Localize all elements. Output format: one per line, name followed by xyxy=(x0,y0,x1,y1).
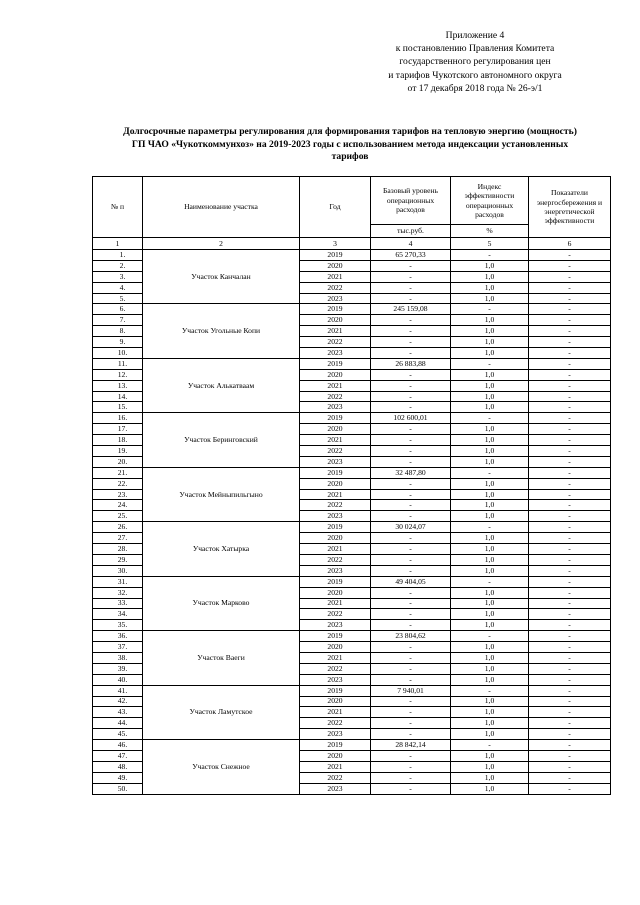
row-number: 31. xyxy=(93,576,143,587)
section-name: Участок Снежное xyxy=(143,740,300,794)
table-row xyxy=(93,304,611,315)
row-number: 32. xyxy=(93,587,143,598)
col-number: 6 xyxy=(529,238,611,250)
index-cell: - xyxy=(451,413,529,424)
row-number: 4. xyxy=(93,282,143,293)
parameters-table xyxy=(92,176,611,795)
row-number: 29. xyxy=(93,554,143,565)
table-row xyxy=(93,358,611,369)
row-number: 39. xyxy=(93,663,143,674)
year-cell: 2023 xyxy=(300,674,371,685)
header-index: Индекс эффективности операционных расходов xyxy=(451,177,529,225)
year-cell: 2020 xyxy=(300,424,371,435)
base-cost-cell: - xyxy=(371,761,451,772)
year-cell: 2021 xyxy=(300,544,371,555)
index-cell: 1,0 xyxy=(451,544,529,555)
base-cost-cell: - xyxy=(371,500,451,511)
row-number: 48. xyxy=(93,761,143,772)
year-cell: 2023 xyxy=(300,511,371,522)
energy-cell: - xyxy=(529,380,611,391)
energy-cell: - xyxy=(529,467,611,478)
base-cost-cell: - xyxy=(371,663,451,674)
index-cell: 1,0 xyxy=(451,718,529,729)
index-cell: 1,0 xyxy=(451,315,529,326)
year-cell: 2020 xyxy=(300,533,371,544)
base-cost-cell: 26 883,88 xyxy=(371,358,451,369)
energy-cell: - xyxy=(529,446,611,457)
section-name: Участок Угольные Копи xyxy=(143,304,300,358)
energy-cell: - xyxy=(529,522,611,533)
energy-cell: - xyxy=(529,750,611,761)
row-number: 35. xyxy=(93,620,143,631)
row-number: 22. xyxy=(93,478,143,489)
row-number: 14. xyxy=(93,391,143,402)
index-cell: 1,0 xyxy=(451,533,529,544)
base-cost-cell: - xyxy=(371,598,451,609)
energy-cell: - xyxy=(529,631,611,642)
year-cell: 2020 xyxy=(300,587,371,598)
index-cell: 1,0 xyxy=(451,348,529,359)
base-cost-cell: - xyxy=(371,435,451,446)
energy-cell: - xyxy=(529,533,611,544)
year-cell: 2023 xyxy=(300,565,371,576)
index-cell: 1,0 xyxy=(451,783,529,794)
index-cell: 1,0 xyxy=(451,260,529,271)
index-cell: 1,0 xyxy=(451,511,529,522)
table-body xyxy=(93,250,611,795)
energy-cell: - xyxy=(529,772,611,783)
base-cost-cell: - xyxy=(371,729,451,740)
row-number: 47. xyxy=(93,750,143,761)
table-row xyxy=(93,631,611,642)
row-number: 18. xyxy=(93,435,143,446)
year-cell: 2021 xyxy=(300,380,371,391)
index-cell: - xyxy=(451,358,529,369)
base-cost-cell: 245 159,08 xyxy=(371,304,451,315)
year-cell: 2022 xyxy=(300,391,371,402)
energy-cell: - xyxy=(529,358,611,369)
row-number: 43. xyxy=(93,707,143,718)
index-cell: 1,0 xyxy=(451,761,529,772)
energy-cell: - xyxy=(529,685,611,696)
row-number: 41. xyxy=(93,685,143,696)
energy-cell: - xyxy=(529,783,611,794)
base-cost-cell: - xyxy=(371,282,451,293)
row-number: 17. xyxy=(93,424,143,435)
energy-cell: - xyxy=(529,642,611,653)
index-cell: 1,0 xyxy=(451,293,529,304)
section-name: Участок Мейныпильгыно xyxy=(143,467,300,521)
base-cost-cell: - xyxy=(371,707,451,718)
index-cell: 1,0 xyxy=(451,337,529,348)
energy-cell: - xyxy=(529,729,611,740)
year-cell: 2022 xyxy=(300,609,371,620)
year-cell: 2022 xyxy=(300,500,371,511)
energy-cell: - xyxy=(529,609,611,620)
row-number: 3. xyxy=(93,271,143,282)
row-number: 26. xyxy=(93,522,143,533)
title-line: ГП ЧАО «Чукоткоммунхоз» на 2019-2023 годы с использованием метода индексации установленных xyxy=(131,138,569,150)
title-line: тарифов xyxy=(331,151,369,163)
energy-cell: - xyxy=(529,304,611,315)
base-cost-cell: - xyxy=(371,380,451,391)
section-name: Участок Марково xyxy=(143,576,300,630)
energy-cell: - xyxy=(529,315,611,326)
index-cell: 1,0 xyxy=(451,489,529,500)
header-base: Базовый уровень операционных расходов xyxy=(371,177,451,225)
row-number: 8. xyxy=(93,326,143,337)
energy-cell: - xyxy=(529,565,611,576)
row-number: 28. xyxy=(93,544,143,555)
row-number: 20. xyxy=(93,456,143,467)
energy-cell: - xyxy=(529,478,611,489)
index-cell: 1,0 xyxy=(451,587,529,598)
col-number: 1 xyxy=(93,238,143,250)
energy-cell: - xyxy=(529,391,611,402)
energy-cell: - xyxy=(529,326,611,337)
row-number: 49. xyxy=(93,772,143,783)
row-number: 11. xyxy=(93,358,143,369)
index-cell: 1,0 xyxy=(451,478,529,489)
year-cell: 2019 xyxy=(300,631,371,642)
year-cell: 2023 xyxy=(300,402,371,413)
energy-cell: - xyxy=(529,587,611,598)
base-cost-cell: - xyxy=(371,511,451,522)
year-cell: 2019 xyxy=(300,467,371,478)
header-num: № п xyxy=(93,177,143,238)
index-cell: 1,0 xyxy=(451,380,529,391)
section-name: Участок Канчалан xyxy=(143,250,300,304)
index-cell: - xyxy=(451,250,529,261)
row-number: 7. xyxy=(93,315,143,326)
row-number: 10. xyxy=(93,348,143,359)
energy-cell: - xyxy=(529,718,611,729)
year-cell: 2021 xyxy=(300,598,371,609)
row-number: 24. xyxy=(93,500,143,511)
year-cell: 2020 xyxy=(300,260,371,271)
energy-cell: - xyxy=(529,260,611,271)
section-name: Участок Беринговский xyxy=(143,413,300,467)
appendix-line: государственного регулирования цен xyxy=(399,56,551,68)
base-cost-cell: - xyxy=(371,348,451,359)
row-number: 40. xyxy=(93,674,143,685)
year-cell: 2019 xyxy=(300,522,371,533)
index-cell: 1,0 xyxy=(451,642,529,653)
base-cost-cell: - xyxy=(371,315,451,326)
energy-cell: - xyxy=(529,348,611,359)
energy-cell: - xyxy=(529,489,611,500)
base-cost-cell: - xyxy=(371,489,451,500)
year-cell: 2021 xyxy=(300,707,371,718)
base-cost-cell: 32 487,80 xyxy=(371,467,451,478)
energy-cell: - xyxy=(529,663,611,674)
energy-cell: - xyxy=(529,402,611,413)
header-year: Год xyxy=(300,177,371,238)
index-cell: 1,0 xyxy=(451,500,529,511)
index-cell: - xyxy=(451,576,529,587)
energy-cell: - xyxy=(529,337,611,348)
year-cell: 2019 xyxy=(300,685,371,696)
base-cost-cell: - xyxy=(371,642,451,653)
base-cost-cell: - xyxy=(371,271,451,282)
row-number: 5. xyxy=(93,293,143,304)
base-cost-cell: - xyxy=(371,652,451,663)
base-cost-cell: - xyxy=(371,326,451,337)
base-cost-cell: - xyxy=(371,424,451,435)
index-cell: 1,0 xyxy=(451,696,529,707)
index-cell: - xyxy=(451,685,529,696)
energy-cell: - xyxy=(529,369,611,380)
appendix-line: Приложение 4 xyxy=(445,30,505,41)
index-cell: 1,0 xyxy=(451,663,529,674)
energy-cell: - xyxy=(529,740,611,751)
year-cell: 2021 xyxy=(300,326,371,337)
index-cell: 1,0 xyxy=(451,402,529,413)
energy-cell: - xyxy=(529,511,611,522)
energy-cell: - xyxy=(529,544,611,555)
section-name: Участок Алькатваам xyxy=(143,358,300,412)
document-title xyxy=(90,126,610,164)
index-cell: 1,0 xyxy=(451,674,529,685)
base-cost-cell: - xyxy=(371,554,451,565)
base-cost-cell: - xyxy=(371,587,451,598)
row-number: 38. xyxy=(93,652,143,663)
year-cell: 2020 xyxy=(300,642,371,653)
index-cell: 1,0 xyxy=(451,424,529,435)
base-cost-cell: - xyxy=(371,446,451,457)
row-number: 34. xyxy=(93,609,143,620)
year-cell: 2021 xyxy=(300,271,371,282)
header-energy: Показатели энергосбережения и энергетической эффективности xyxy=(529,177,611,238)
year-cell: 2022 xyxy=(300,282,371,293)
base-cost-cell: - xyxy=(371,533,451,544)
row-number: 46. xyxy=(93,740,143,751)
energy-cell: - xyxy=(529,674,611,685)
row-number: 36. xyxy=(93,631,143,642)
year-cell: 2022 xyxy=(300,663,371,674)
index-cell: - xyxy=(451,631,529,642)
base-cost-cell: - xyxy=(371,456,451,467)
row-number: 42. xyxy=(93,696,143,707)
year-cell: 2020 xyxy=(300,750,371,761)
base-cost-cell: 30 024,07 xyxy=(371,522,451,533)
table-row xyxy=(93,467,611,478)
year-cell: 2019 xyxy=(300,250,371,261)
year-cell: 2019 xyxy=(300,413,371,424)
index-cell: - xyxy=(451,522,529,533)
unit-base: тыс.руб. xyxy=(371,225,451,238)
appendix-line: от 17 декабря 2018 года № 26-э/1 xyxy=(407,82,543,94)
base-cost-cell: 7 940,01 xyxy=(371,685,451,696)
year-cell: 2021 xyxy=(300,761,371,772)
appendix-line: и тарифов Чукотского автономного округа xyxy=(388,69,562,81)
base-cost-cell: - xyxy=(371,478,451,489)
base-cost-cell: 102 600,01 xyxy=(371,413,451,424)
base-cost-cell: - xyxy=(371,260,451,271)
index-cell: 1,0 xyxy=(451,554,529,565)
index-cell: 1,0 xyxy=(451,652,529,663)
row-number: 2. xyxy=(93,260,143,271)
year-cell: 2019 xyxy=(300,740,371,751)
section-name: Участок Хатырка xyxy=(143,522,300,576)
year-cell: 2022 xyxy=(300,772,371,783)
base-cost-cell: - xyxy=(371,696,451,707)
row-number: 30. xyxy=(93,565,143,576)
energy-cell: - xyxy=(529,500,611,511)
energy-cell: - xyxy=(529,761,611,772)
index-cell: 1,0 xyxy=(451,609,529,620)
year-cell: 2023 xyxy=(300,348,371,359)
energy-cell: - xyxy=(529,271,611,282)
base-cost-cell: - xyxy=(371,337,451,348)
index-cell: 1,0 xyxy=(451,446,529,457)
year-cell: 2023 xyxy=(300,456,371,467)
table-row xyxy=(93,522,611,533)
row-number: 12. xyxy=(93,369,143,380)
base-cost-cell: 28 842,14 xyxy=(371,740,451,751)
year-cell: 2019 xyxy=(300,304,371,315)
row-number: 19. xyxy=(93,446,143,457)
index-cell: 1,0 xyxy=(451,772,529,783)
year-cell: 2019 xyxy=(300,576,371,587)
year-cell: 2020 xyxy=(300,478,371,489)
index-cell: 1,0 xyxy=(451,750,529,761)
energy-cell: - xyxy=(529,293,611,304)
base-cost-cell: - xyxy=(371,391,451,402)
section-name: Участок Ваеги xyxy=(143,631,300,685)
index-cell: 1,0 xyxy=(451,707,529,718)
row-number: 23. xyxy=(93,489,143,500)
header-name: Наименование участка xyxy=(143,177,300,238)
index-cell: 1,0 xyxy=(451,729,529,740)
base-cost-cell: - xyxy=(371,772,451,783)
col-number: 5 xyxy=(451,238,529,250)
row-number: 45. xyxy=(93,729,143,740)
title-line: Долгосрочные параметры регулирования для формирования тарифов на тепловую энергию (мощность) xyxy=(123,126,577,137)
base-cost-cell: - xyxy=(371,718,451,729)
row-number: 13. xyxy=(93,380,143,391)
energy-cell: - xyxy=(529,696,611,707)
base-cost-cell: 65 270,33 xyxy=(371,250,451,261)
year-cell: 2019 xyxy=(300,358,371,369)
year-cell: 2023 xyxy=(300,620,371,631)
table-header-row xyxy=(93,177,611,225)
appendix-line: к постановлению Правления Комитета xyxy=(395,43,555,55)
unit-index: % xyxy=(451,225,529,238)
row-number: 15. xyxy=(93,402,143,413)
year-cell: 2022 xyxy=(300,446,371,457)
base-cost-cell: - xyxy=(371,620,451,631)
table-row xyxy=(93,740,611,751)
section-name: Участок Ламутское xyxy=(143,685,300,739)
energy-cell: - xyxy=(529,456,611,467)
base-cost-cell: - xyxy=(371,565,451,576)
energy-cell: - xyxy=(529,282,611,293)
year-cell: 2021 xyxy=(300,652,371,663)
index-cell: 1,0 xyxy=(451,391,529,402)
table-row xyxy=(93,576,611,587)
index-cell: 1,0 xyxy=(451,620,529,631)
column-numbers-row xyxy=(93,238,611,250)
index-cell: 1,0 xyxy=(451,598,529,609)
row-number: 21. xyxy=(93,467,143,478)
year-cell: 2021 xyxy=(300,435,371,446)
index-cell: - xyxy=(451,740,529,751)
base-cost-cell: 49 404,05 xyxy=(371,576,451,587)
energy-cell: - xyxy=(529,554,611,565)
index-cell: 1,0 xyxy=(451,456,529,467)
index-cell: 1,0 xyxy=(451,435,529,446)
energy-cell: - xyxy=(529,652,611,663)
index-cell: 1,0 xyxy=(451,326,529,337)
energy-cell: - xyxy=(529,250,611,261)
base-cost-cell: 23 804,62 xyxy=(371,631,451,642)
col-number: 4 xyxy=(371,238,451,250)
year-cell: 2022 xyxy=(300,337,371,348)
row-number: 1. xyxy=(93,250,143,261)
row-number: 25. xyxy=(93,511,143,522)
base-cost-cell: - xyxy=(371,674,451,685)
table-row xyxy=(93,250,611,261)
year-cell: 2023 xyxy=(300,729,371,740)
year-cell: 2021 xyxy=(300,489,371,500)
year-cell: 2020 xyxy=(300,696,371,707)
col-number: 2 xyxy=(143,238,300,250)
appendix-header xyxy=(340,29,610,95)
base-cost-cell: - xyxy=(371,293,451,304)
base-cost-cell: - xyxy=(371,609,451,620)
col-number: 3 xyxy=(300,238,371,250)
row-number: 6. xyxy=(93,304,143,315)
energy-cell: - xyxy=(529,620,611,631)
row-number: 9. xyxy=(93,337,143,348)
energy-cell: - xyxy=(529,413,611,424)
index-cell: 1,0 xyxy=(451,271,529,282)
row-number: 33. xyxy=(93,598,143,609)
row-number: 50. xyxy=(93,783,143,794)
row-number: 16. xyxy=(93,413,143,424)
index-cell: - xyxy=(451,467,529,478)
index-cell: 1,0 xyxy=(451,282,529,293)
year-cell: 2023 xyxy=(300,293,371,304)
base-cost-cell: - xyxy=(371,783,451,794)
energy-cell: - xyxy=(529,424,611,435)
table-row xyxy=(93,413,611,424)
year-cell: 2020 xyxy=(300,369,371,380)
year-cell: 2020 xyxy=(300,315,371,326)
year-cell: 2023 xyxy=(300,783,371,794)
row-number: 44. xyxy=(93,718,143,729)
row-number: 37. xyxy=(93,642,143,653)
energy-cell: - xyxy=(529,707,611,718)
base-cost-cell: - xyxy=(371,402,451,413)
year-cell: 2022 xyxy=(300,718,371,729)
row-number: 27. xyxy=(93,533,143,544)
index-cell: - xyxy=(451,304,529,315)
base-cost-cell: - xyxy=(371,544,451,555)
index-cell: 1,0 xyxy=(451,369,529,380)
energy-cell: - xyxy=(529,598,611,609)
table-row xyxy=(93,685,611,696)
energy-cell: - xyxy=(529,435,611,446)
base-cost-cell: - xyxy=(371,369,451,380)
energy-cell: - xyxy=(529,576,611,587)
index-cell: 1,0 xyxy=(451,565,529,576)
year-cell: 2022 xyxy=(300,554,371,565)
base-cost-cell: - xyxy=(371,750,451,761)
